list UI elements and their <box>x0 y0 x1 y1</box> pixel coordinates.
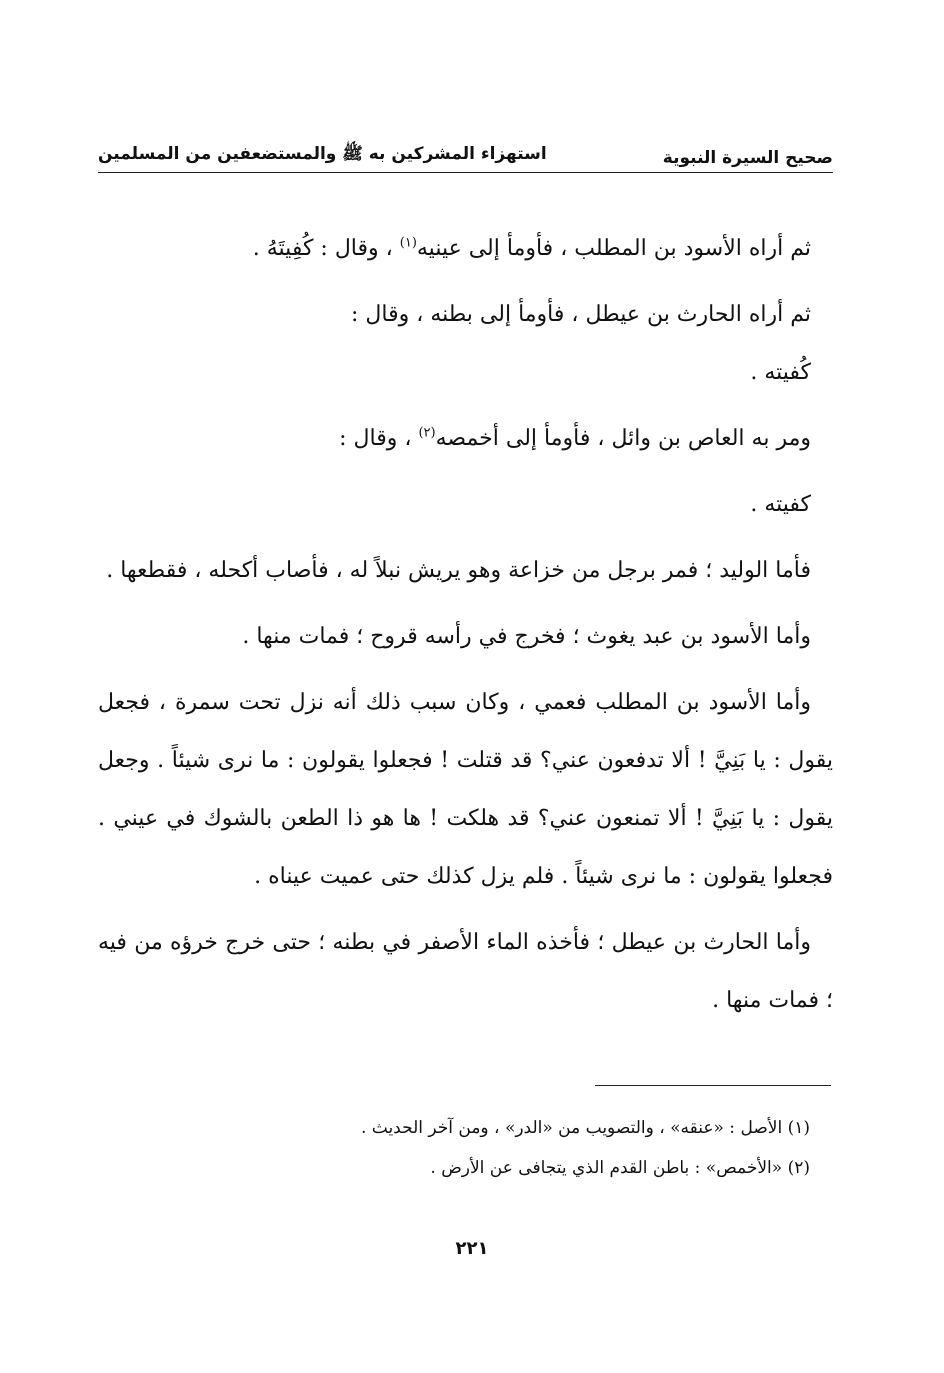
footnote-ref-2: (٢) <box>418 425 436 441</box>
header-book-title: صحيح السيرة النبوية <box>662 148 833 168</box>
paragraph-3: كُفيته . <box>750 360 811 385</box>
paragraph-7: وأما الأسود بن عبد يغوث ؛ فخرج في رأسه قروح ؛ فمات منها . <box>242 624 811 649</box>
paragraph-5: كفيته . <box>750 492 811 517</box>
footnotes <box>98 1108 810 1188</box>
paragraph-4: ومر به العاص بن وائل ، فأومأ إلى أخمصه$^{(٢)}$ ، وقال : <box>339 425 811 451</box>
header-chapter-title: استهزاء المشركين به ﷺ والمستضعفين من المسلمين <box>98 144 547 164</box>
footnote-divider <box>595 1085 831 1086</box>
paragraph-8: وأما الأسود بن المطلب فعمي ، وكان سبب ذلك أنه نزل تحت سمرة ، فجعل يقول : يا بَنِيَّ ! ألا تدفعون عني؟ قد قتلت ! فجعلوا يقولون : ما نرى شيئاً . وجعل يقول : يا بَنِيَّ ! ألا تمنعون عني؟ قد هلكت ! ها هو ذا الطعن بالشوك في عيني . فجعلوا يقولون : ما نرى شيئاً . فلم يزل كذلك حتى عميت عيناه . <box>98 690 833 889</box>
page-number: ٢٢١ <box>455 1238 489 1259</box>
footnote-ref-1: (١) <box>399 235 417 251</box>
paragraph-2: ثم أراه الحارث بن عيطل ، فأومأ إلى بطنه ، وقال : <box>351 302 811 327</box>
paragraph-6: فأما الوليد ؛ فمر برجل من خزاعة وهو يريش نبلاً له ، فأصاب أكحله ، فقطعها . <box>106 558 811 583</box>
footnote-1: (١) الأصل : «عنقه» ، والتصويب من «الدر» ، ومن آخر الحديث . <box>360 1118 810 1138</box>
body-text <box>98 220 833 1030</box>
footnote-2: (٢) «الأخمص» : باطن القدم الذي يتجافى عن الأرض . <box>430 1158 810 1178</box>
paragraph-1: ثم أراه الأسود بن المطلب ، فأومأ إلى عينيه$^{(١)}$ ، وقال : كُفِيتَهُ . <box>252 235 811 261</box>
running-header <box>98 136 833 173</box>
paragraph-9: وأما الحارث بن عيطل ؛ فأخذه الماء الأصفر في بطنه ؛ حتى خرج خرؤه من فيه ؛ فمات منها . <box>98 930 833 1013</box>
